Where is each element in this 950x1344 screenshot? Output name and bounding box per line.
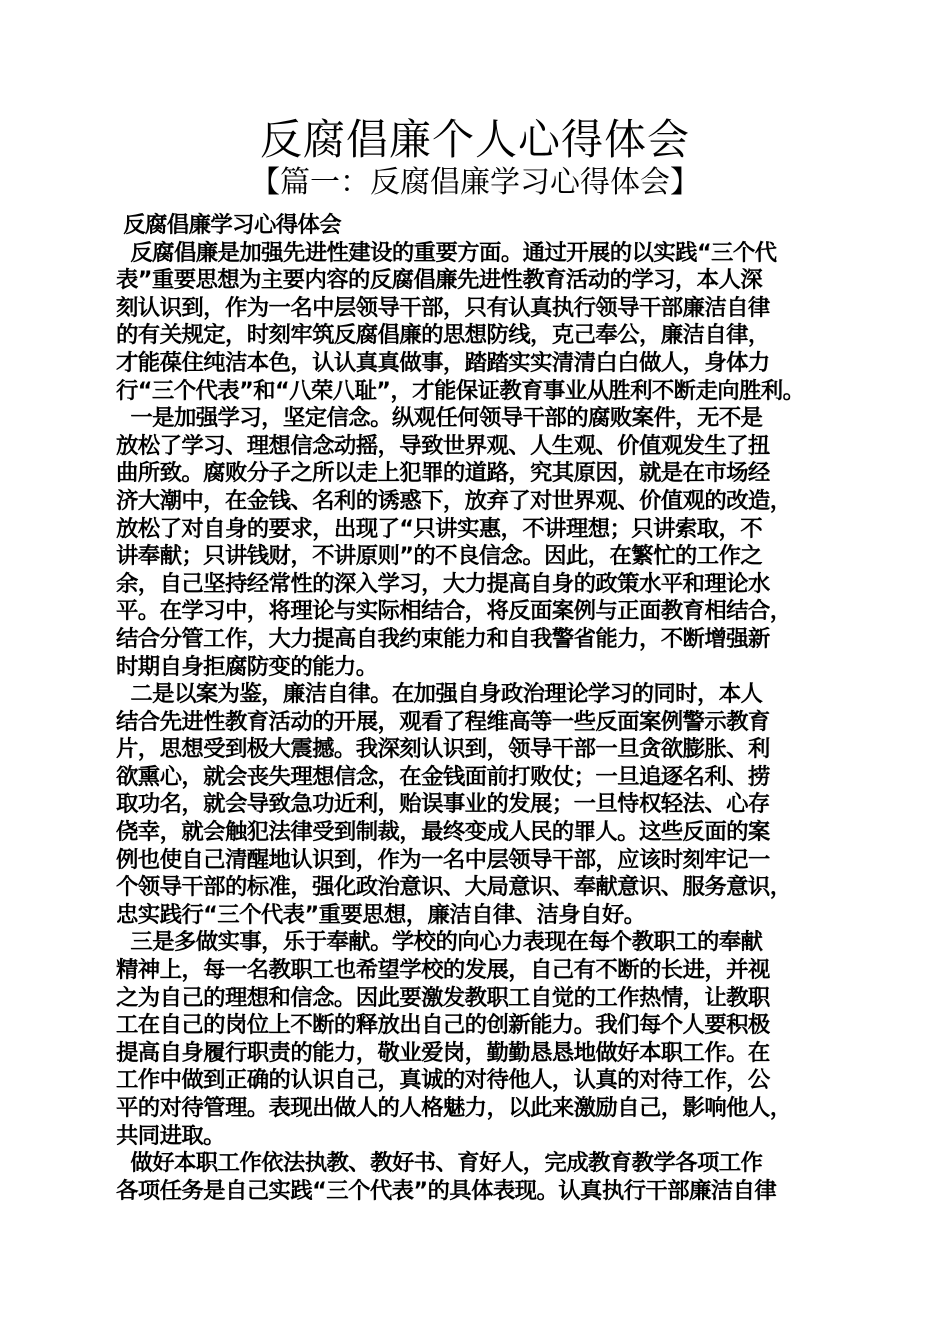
- text-line: 时期自身拒腐防变的能力。: [116, 653, 378, 680]
- text-line: 平。在学习中，将理论与实际相结合，将反面案例与正面教育相结合，: [116, 598, 792, 625]
- text-line: 各项任务是自己实践“三个代表”的具体表现。认真执行干部廉洁自律: [116, 1177, 777, 1204]
- text-line: 表”重要思想为主要内容的反腐倡廉先进性教育活动的学习，本人深: [116, 267, 763, 294]
- text-line: 之为自己的理想和信念。因此要激发教职工自觉的工作热情，让教职: [116, 984, 770, 1011]
- text-line: 提高自身履行职责的能力，敬业爱岗，勤勤恳恳地做好本职工作。在: [116, 1039, 770, 1066]
- text-line: 侥幸，就会触犯法律受到制裁，最终变成人民的罪人。这些反面的案: [116, 819, 770, 846]
- text-line: 取功名，就会导致急功近利，贻误事业的发展；一旦恃权轻法、心存: [116, 791, 770, 818]
- text-line: 放松了学习、理想信念动摇，导致世界观、人生观、价值观发生了扭: [116, 432, 770, 459]
- text-line: 放松了对自身的要求，出现了“只讲实惠，不讲理想；只讲索取，不: [116, 515, 763, 542]
- text-line: 才能葆住纯洁本色，认认真真做事，踏踏实实清清白白做人，身体力: [116, 349, 770, 376]
- text-line: 片，思想受到极大震撼。我深刻认识到，领导干部一旦贪欲膨胀、利: [116, 736, 770, 763]
- text-line: 例也使自己清醒地认识到，作为一名中层领导干部，应该时刻牢记一: [116, 846, 770, 873]
- text-line: 结合先进性教育活动的开展，观看了程维高等一些反面案例警示教育: [116, 708, 770, 735]
- text-line: 二是以案为鉴，廉洁自律。在加强自身政治理论学习的同时，本人: [116, 681, 763, 708]
- text-line: 刻认识到，作为一名中层领导干部，只有认真执行领导干部廉洁自律: [116, 294, 770, 321]
- text-line: 讲奉献；只讲钱财，不讲原则”的不良信念。因此，在繁忙的工作之: [116, 543, 763, 570]
- text-line: 结合分管工作，大力提高自我约束能力和自我警省能力，不断增强新: [116, 625, 770, 652]
- text-line: 做好本职工作依法执教、教好书、育好人，完成教育教学各项工作: [116, 1150, 763, 1177]
- text-line: 一是加强学习，坚定信念。纵观任何领导干部的腐败案件，无不是: [116, 405, 763, 432]
- text-line: 精神上，每一名教职工也希望学校的发展，自己有不断的长进，并视: [116, 957, 770, 984]
- text-line: 反腐倡廉是加强先进性建设的重要方面。通过开展的以实践“三个代: [116, 239, 777, 266]
- text-line: 行“三个代表”和“八荣八耻”，才能保证教育事业从胜利不断走向胜利。: [116, 377, 805, 404]
- text-line: 忠实践行“三个代表”重要思想，廉洁自律、洁身自好。: [116, 901, 646, 928]
- text-line: 欲熏心，就会丧失理想信念，在金钱面前打败仗；一旦追逐名利、捞: [116, 763, 770, 790]
- text-line: 个领导干部的标准，强化政治意识、大局意识、奉献意识、服务意识，: [116, 874, 792, 901]
- text-line: 济大潮中，在金钱、名利的诱惑下，放弃了对世界观、价值观的改造，: [116, 487, 792, 514]
- text-line: 反腐倡廉学习心得体会: [116, 212, 342, 238]
- text-line: 三是多做实事，乐于奉献。学校的向心力表现在每个教职工的奉献: [116, 929, 763, 956]
- document-body: [116, 212, 846, 1205]
- text-line: 工作中做到正确的认识自己，真诚的对待他人，认真的对待工作，公: [116, 1067, 770, 1094]
- text-line: 共同进取。: [116, 1122, 225, 1149]
- text-line: 余，自己坚持经常性的深入学习，大力提高自身的政策水平和理论水: [116, 570, 770, 597]
- text-line: 平的对待管理。表现出做人的人格魅力，以此来激励自己，影响他人，: [116, 1095, 792, 1121]
- text-line: 工在自己的岗位上不断的释放出自己的创新能力。我们每个人要积极: [116, 1012, 770, 1039]
- text-line: 曲所致。腐败分子之所以走上犯罪的道路，究其原因，就是在市场经: [116, 460, 770, 487]
- document-subtitle: 【篇一：反腐倡廉学习心得体会】: [250, 165, 700, 200]
- text-line: 的有关规定，时刻牢筑反腐倡廉的思想防线，克己奉公，廉洁自律，: [116, 322, 770, 349]
- document-title: 反腐倡廉个人心得体会: [259, 115, 690, 164]
